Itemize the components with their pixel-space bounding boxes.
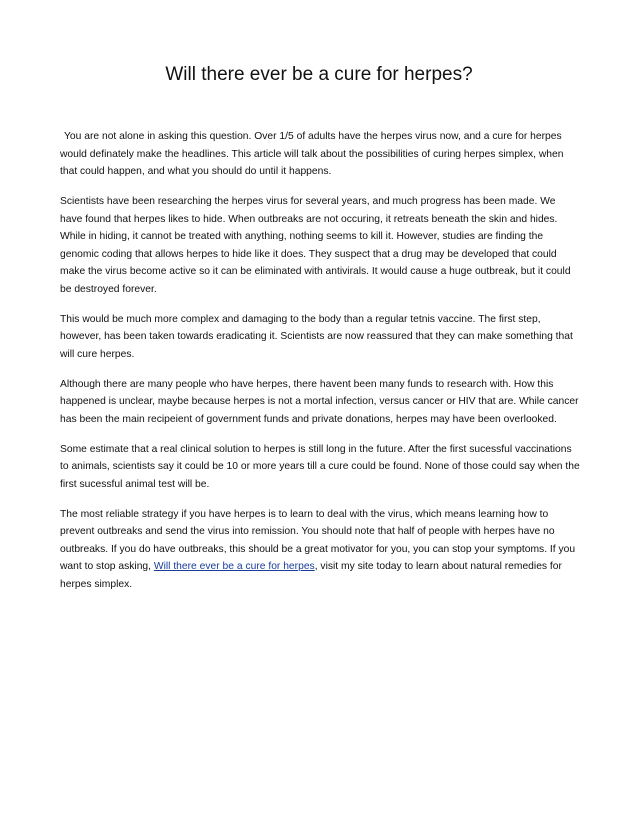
paragraph-research: Scientists have been researching the herpes virus for several years, and much progress has been made. We have found that herpes likes to hide. When outbreaks are not occuring, it retreats beneath the skin and hides. While in hiding, it cannot be treated with anything, nothing seems to kill it. However, studies are finding the genomic coding that allows herpes to hide like it does. They suspect that a drug may be developed that could make the virus become active so it can be eliminated with antivirals. It would cause a huge outbreak, but it could be destroyed forever. [60,196,571,295]
cure-for-herpes-link[interactable]: Will there ever be a cure for herpes [153,561,315,572]
document-body [60,128,580,606]
paragraph-funding: Although there are many people who have herpes, there havent been many funds to research with. How this happened is unclear, maybe because herpes is not a mortal infection, versus cancer or HIV that are. While cancer has been the main recipeient of government funds and private donations, herpes may have been overlooked. [60,378,579,425]
strategy-text-after-link: , visit my site today to learn about natural remedies for herpes simplex. [60,561,562,590]
paragraph-intro: You are not alone in asking this question. Over 1/5 of adults have the herpes virus now, and a cure for herpes would definately make the headlines. This article will talk about the possibilities of curing herpes simplex, when that could happen, and what you should do until it happens. [60,131,564,177]
strategy-text-before-link: The most reliable strategy if you have herpes is to learn to deal with the virus, which means learning how to prevent outbreaks and send the virus into remission. You should note that half of people with herpes have no outbreaks. If you do have outbreaks, this should be a great motivator for you, you can stop your symptoms. If you want to stop asking, [60,508,576,572]
paragraph-estimate: Some estimate that a real clinical solution to herpes is still long in the future. After the first sucessful vaccinations to animals, scientists say it could be 10 or more years till a cure could be found. None of those could say when the first sucessful animal test will be. [60,443,580,490]
paragraph-strategy [60,506,580,594]
document-title: Will there ever be a cure for herpes? [165,64,473,85]
paragraph-vaccine: This would be much more complex and damaging to the body than a regular tetnis vaccine. The first step, however, has been taken towards eradicating it. Scientists are now reassured that they can make something that will cure herpes. [60,313,573,360]
